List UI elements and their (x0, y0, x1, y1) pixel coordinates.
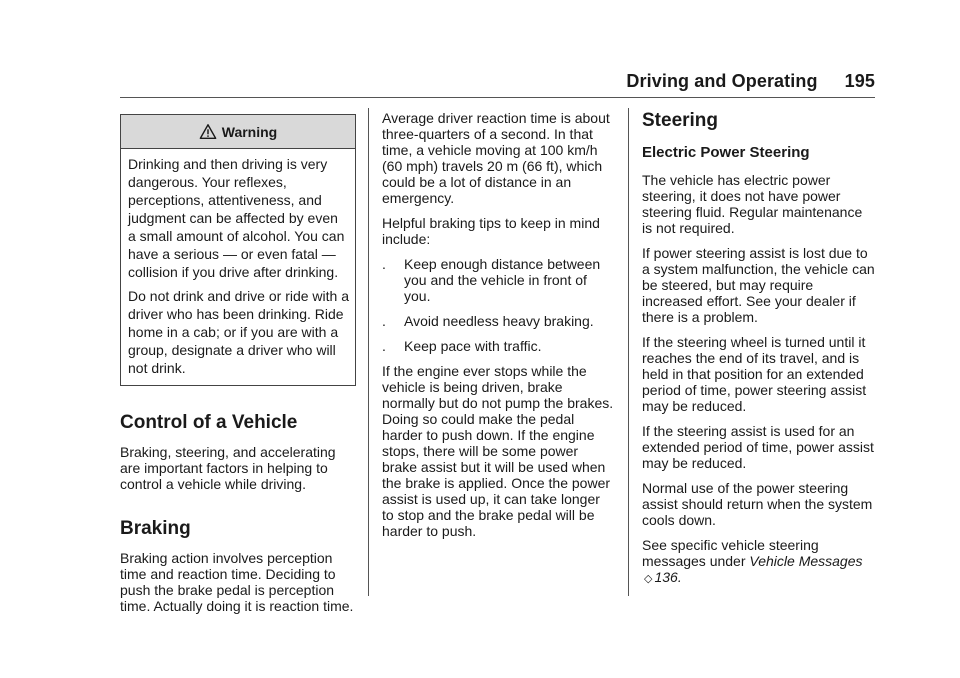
tips-intro: Helpful braking tips to keep in mind include: (382, 215, 600, 247)
warning-header (121, 115, 355, 149)
bullet-marker: . (382, 338, 386, 354)
engine-stop-text: If the engine ever stops while the vehicle is being driven, brake normally but do not pump the brakes. Doing so could make the pedal harder to push down. If the engine stops, there will be some power brake assist but it will be used when the brake is applied. Once the power assist is used up, it can take longer to stop and the brake pedal will be harder to push. (382, 363, 614, 539)
column-2 (382, 110, 614, 548)
list-item (382, 256, 614, 304)
bullet-marker: . (382, 313, 386, 329)
warning-body (121, 149, 355, 385)
control-text: Braking, steering, and accelerating are important factors in helping to control a vehicle while driving. (120, 444, 336, 492)
warning-icon (199, 123, 217, 141)
warning-paragraph: Drinking and then driving is very dangerous. Your reflexes, perceptions, attentiveness, and judgment can be affected by even a small amount of alcohol. You can have a serious — or even fatal — collision if you drive after drinking. (128, 156, 345, 280)
column-divider (628, 108, 629, 596)
reaction-text: Average driver reaction time is about three-quarters of a second. In that time, a vehicle moving at 100 km/h (60 mph) travels 20 m (66 ft), which could be a lot of distance in an emergency. (382, 110, 610, 206)
list-item-text: Keep pace with traffic. (404, 338, 542, 354)
warning-title: Warning (221, 123, 278, 140)
list-item (382, 313, 614, 329)
vehicle-messages-link[interactable]: Vehicle Messages (749, 553, 863, 569)
column-divider (368, 108, 369, 596)
section-title: Driving and Operating (626, 71, 818, 91)
header-rule (120, 97, 875, 98)
braking-heading: Braking (120, 518, 191, 539)
warning-box (120, 114, 356, 386)
page-header (626, 71, 875, 92)
page-reference-icon: ◇ (644, 573, 653, 585)
steering-paragraph: If the steering assist is used for an extended period of time, power assist may be reduced. (642, 423, 874, 471)
list-item-text: Avoid needless heavy braking. (404, 313, 594, 329)
steering-paragraph: Normal use of the power steering assist should return when the system cools down. (642, 480, 873, 528)
eps-subheading: Electric Power Steering (642, 144, 810, 161)
page-reference-number[interactable]: 136. (654, 569, 682, 585)
control-heading: Control of a Vehicle (120, 412, 298, 433)
page-number: 195 (844, 71, 875, 91)
column-1 (120, 108, 356, 623)
see-reference (642, 537, 876, 587)
column-3 (642, 110, 876, 596)
bullet-marker: . (382, 256, 386, 272)
steering-paragraph: If the steering wheel is turned until it reaches the end of its travel, and is held in that position for an extended period of time, power steering assist may be reduced. (642, 334, 867, 414)
steering-paragraph: If power steering assist is lost due to a system malfunction, the vehicle can be steered, but may require increased effort. See your dealer if there is a problem. (642, 245, 875, 325)
list-item (382, 338, 614, 354)
warning-paragraph: Do not drink and drive or ride with a driver who has been drinking. Ride home in a cab; or if you are with a group, designate a driver who will not drink. (128, 288, 349, 376)
steering-heading: Steering (642, 110, 719, 131)
list-item-text: Keep enough distance between you and the vehicle in front of you. (404, 256, 601, 304)
braking-text: Braking action involves perception time and reaction time. Deciding to push the brake pedal is perception time. Actually doing it is reaction time. (120, 550, 354, 614)
steering-paragraph: The vehicle has electric power steering, it does not have power steering fluid. Regular maintenance is not required. (642, 172, 863, 236)
see-text: See specific vehicle steering messages under (642, 537, 819, 569)
